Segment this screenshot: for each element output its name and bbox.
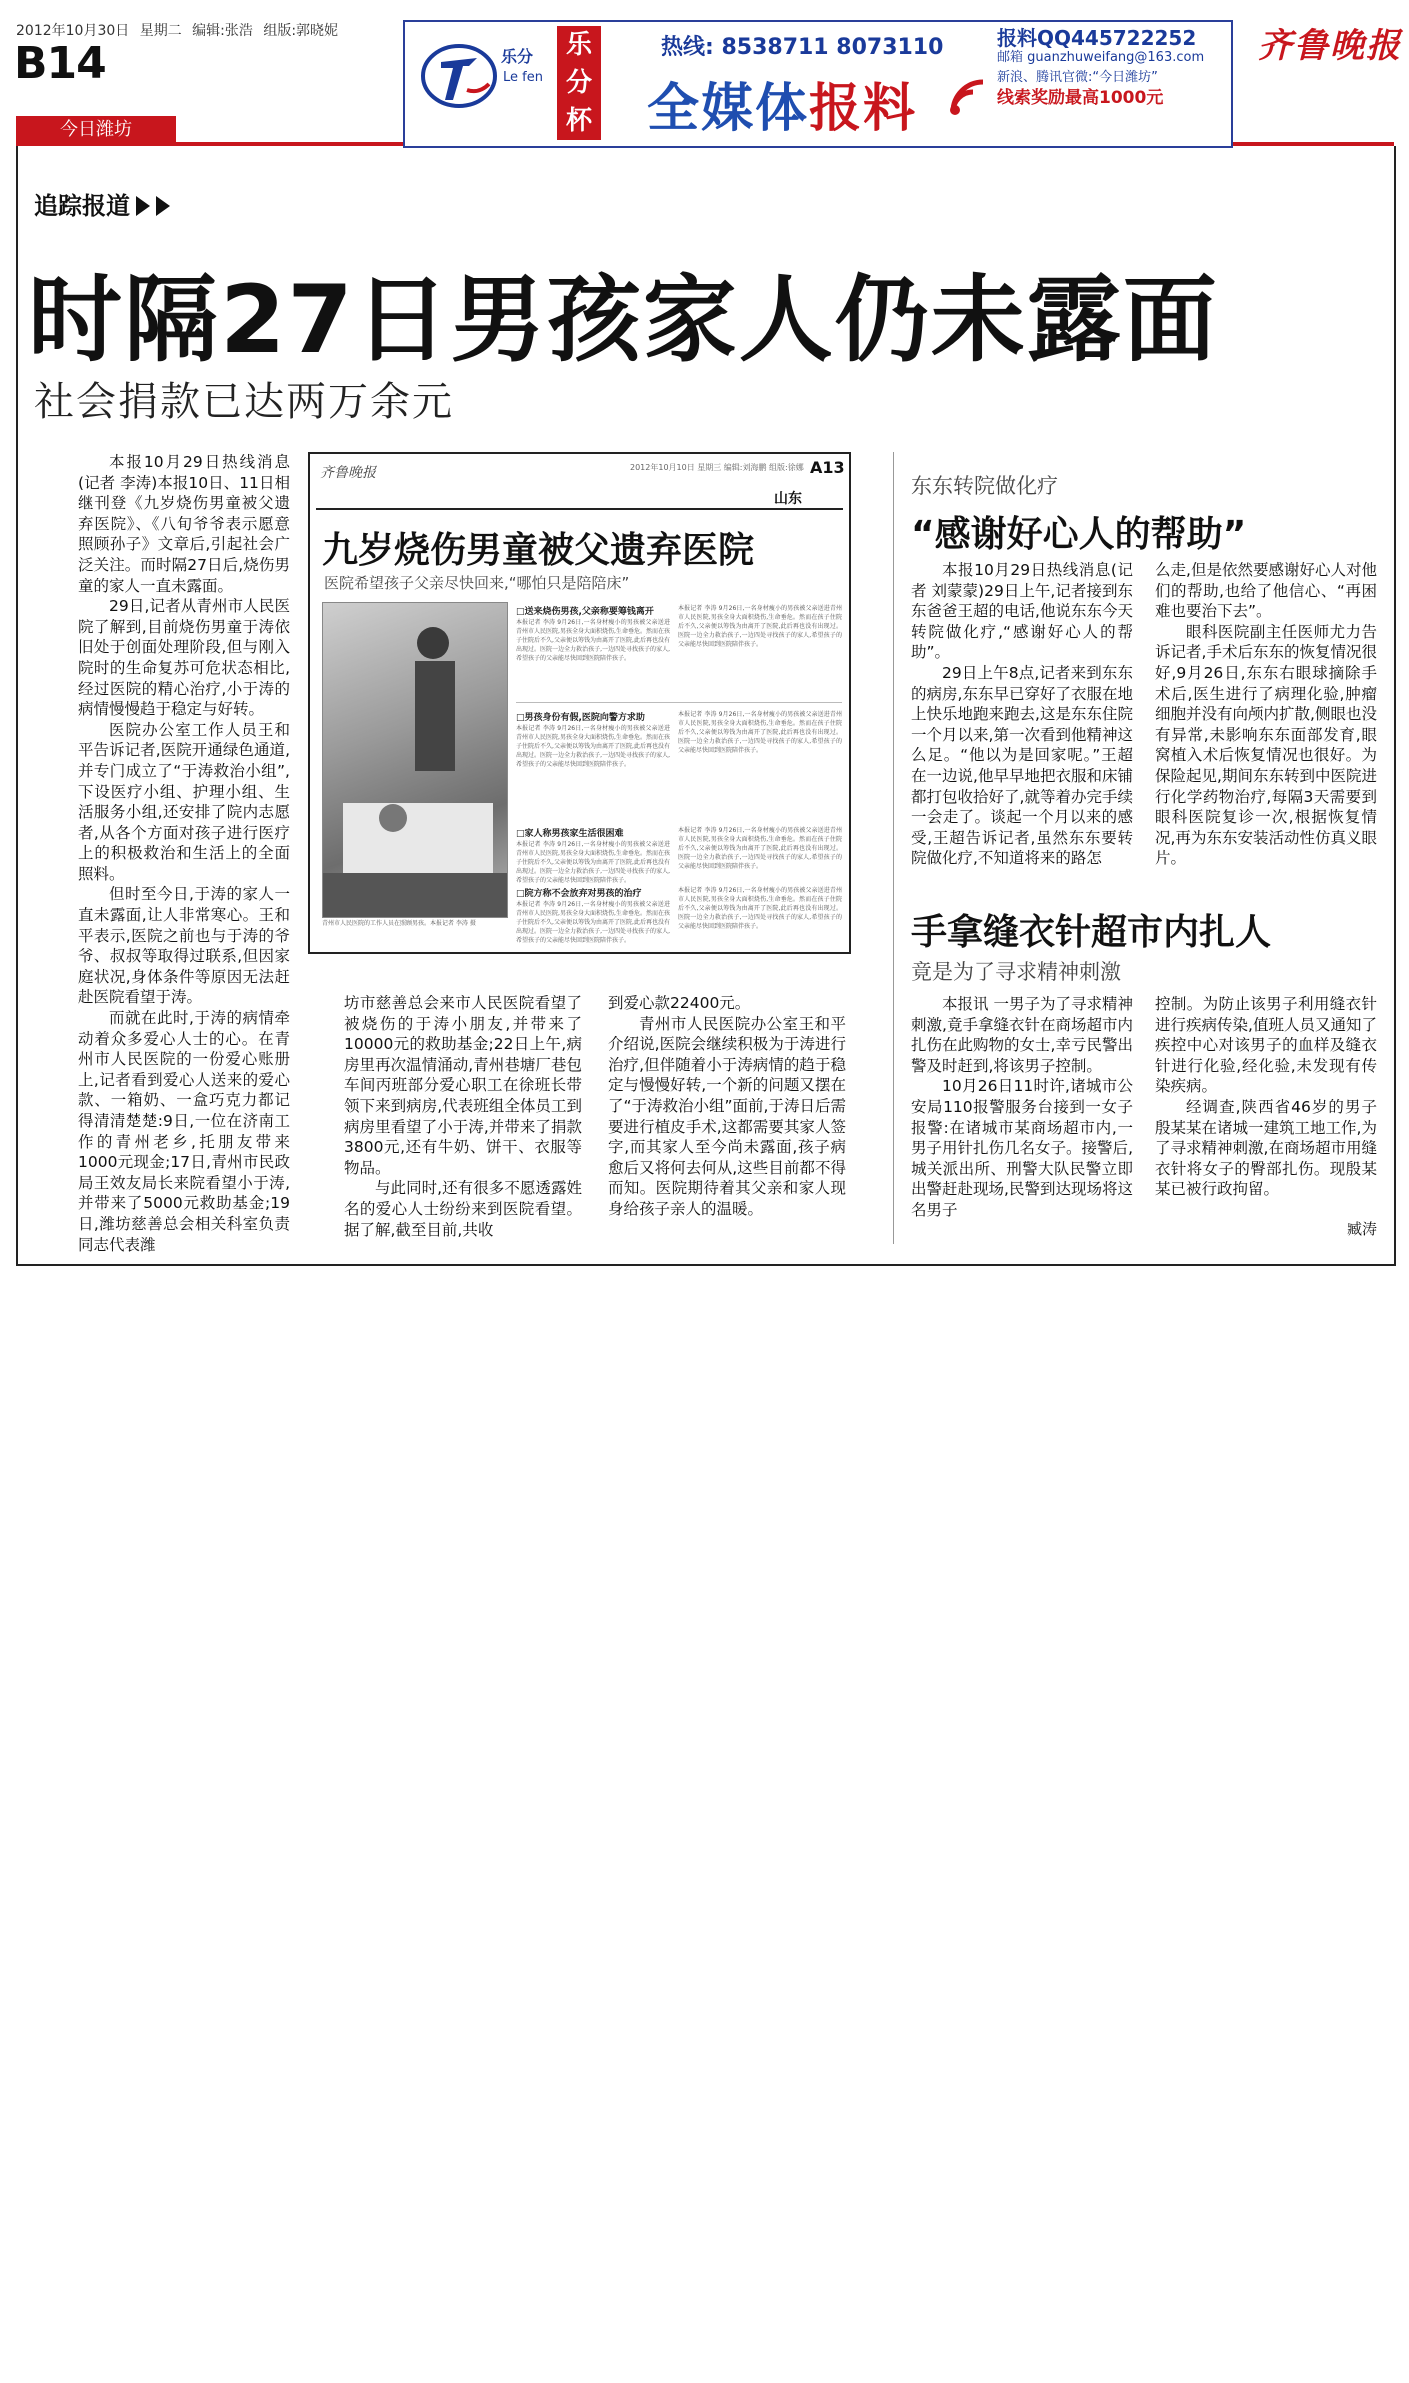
side-story-2-column-a	[911, 994, 1133, 1240]
ad-vertical-label: 乐分杯	[557, 26, 601, 140]
clipping-headline: 九岁烧伤男童被父遗弃医院	[322, 530, 755, 571]
clipping-text: 本报记者 李涛 9月26日,一名身材瘦小的男孩被父亲送进青州市人民医院,男孩全身大面积烧伤,生命垂危。然而在孩子住院后不久,父亲便以筹钱为由离开了医院,此后再也没有出现过。医院一边全力救治孩子,一边四处寻找孩子的家人,希望孩子的父亲能尽快回到医院陪伴孩子。	[516, 841, 670, 884]
paragraph: 本报10月29日热线消息(记者 李涛)本报10日、11日相继刊登《九岁烧伤男童被父遗弃医院》、《八旬爷爷表示愿意照顾孙子》文章后,引起社会广泛关注。而时隔27日后,烧伤男童的家人一直未露面。	[78, 453, 290, 595]
paragraph: 控制。为防止该男子利用缝衣针进行疾病传染,值班人员又通知了疾控中心对该男子的血样及缝衣针进行化验,经化验,未发现有传染疾病。	[1155, 995, 1377, 1096]
paragraph: 而就在此时,于涛的病情牵动着众多爱心人士的心。在青州市人民医院的一份爱心账册上,记者看到爱心人送来的爱心款、一箱奶、一盒巧克力都记得清清楚楚:9日,一位在济南工作的青州老乡,托朋友带来1000元现金;17日,青州市民政局王效友局长来院看望小于涛,并带来了5000元救助基金;19日,潍坊慈善总会相关科室负责同志代表潍	[78, 1009, 290, 1254]
main-story-column-2	[344, 993, 582, 1243]
clipping-text: 本报记者 李涛 9月26日,一名身材瘦小的男孩被父亲送进青州市人民医院,男孩全身大面积烧伤,生命垂危。然而在孩子住院后不久,父亲便以筹钱为由离开了医院,此后再也没有出现过。医院一边全力救治孩子,一边四处寻找孩子的家人,希望孩子的父亲能尽快回到医院陪伴孩子。	[516, 901, 670, 944]
side-story-1-kicker: 东东转院做化疗	[911, 474, 1058, 498]
clipping-text: 本报记者 李涛 9月26日,一名身材瘦小的男孩被父亲送进青州市人民医院,男孩全身大面积烧伤,生命垂危。然而在孩子住院后不久,父亲便以筹钱为由离开了医院,此后再也没有出现过。医院一边全力救治孩子,一边四处寻找孩子的家人,希望孩子的父亲能尽快回到医院陪伴孩子。	[678, 887, 842, 930]
paragraph: 眼科医院副主任医师尤力告诉记者,手术后东东的恢复情况很好,9月26日,东东右眼球摘除手术后,医生进行了病理化验,肿瘤细胞并没有向颅内扩散,侧眼也没有异常,未影响东东面部发育,眼窝植入术后恢复情况也很好。为保险起见,期间东东转到中医院进行化学药物治疗,每隔3天需要到眼科医院复诊一次,根据恢复情况,再为东东安装活动性仿真义眼片。	[1155, 622, 1377, 868]
ad-email: 邮箱 guanzhuweifang@163.com	[997, 50, 1205, 65]
side-story-2-headline: 手拿缝衣针超市内扎人	[911, 912, 1272, 953]
ad-qq: 报料QQ445722252	[997, 26, 1197, 50]
side-story-2-subheadline: 竟是为了寻求精神刺激	[911, 960, 1121, 984]
clipping-divider	[516, 702, 842, 703]
clipping-photo	[322, 602, 508, 918]
clipping-subhead-1: □送来烧伤男孩,父亲称要筹钱离开	[516, 607, 654, 617]
ad-reward: 线索奖励最高1000元	[997, 88, 1164, 108]
newspaper-brand: 齐鲁晚报	[1258, 26, 1402, 66]
clipping-meta: 2012年10月10日 星期三 编辑:刘海鹏 组版:徐娜	[630, 463, 804, 472]
clipping-text: 本报记者 李涛 9月26日,一名身材瘦小的男孩被父亲送进青州市人民医院,男孩全身大面积烧伤,生命垂危。然而在孩子住院后不久,父亲便以筹钱为由离开了医院,此后再也没有出现过。医院一边全力救治孩子,一边四处寻找孩子的家人,希望孩子的父亲能尽快回到医院陪伴孩子。	[516, 725, 670, 768]
paragraph: 青州市人民医院办公室王和平介绍说,医院会继续积极为于涛进行治疗,但伴随着小于涛病情的趋于稳定与慢慢好转,一个新的问题又摆在了“于涛救治小组”面前,于涛日后需要进行植皮手术,这都需要其家人签字,而其家人至今尚未露面,孩子病愈后又将何去何从,这些目前都不得而知。医院期待着其父亲和家人现身给孩子亲人的温暖。	[608, 1014, 846, 1218]
clipping-subheadline: 医院希望孩子父亲尽快回来,“哪怕只是陪陪床”	[324, 574, 630, 592]
ad-slogan-right: 报料	[809, 79, 918, 139]
clipping-photo-caption: 青州市人民医院的工作人员在照顾男孩。本报记者 李涛 摄	[322, 920, 476, 927]
paragraph: 10月26日11时许,诸城市公安局110报警服务台接到一女子报警:在诸城市某商场超市内,一男子用针扎伤几名女子。接警后,城关派出所、刑警大队民警立即出警赶赴现场,民警到达现场将这名男子	[911, 1077, 1133, 1219]
paragraph: 医院办公室工作人员王和平告诉记者,医院开通绿色通道,并专门成立了“于涛救治小组”,下设医疗小组、护理小组、生活服务小组,还安排了院内志愿者,从各个方面对孩子进行医疗上的积极救治和生活上的全面照料。	[78, 720, 290, 883]
issue-editor: 编辑:张浩	[192, 23, 253, 39]
play-arrow-icon	[156, 196, 170, 216]
embedded-clipping	[308, 452, 851, 954]
main-story-column-1	[78, 452, 290, 1254]
clipping-section: 山东	[774, 491, 802, 507]
clipping-subhead-4: □院方称不会放弃对男孩的治疗	[516, 889, 642, 899]
ad-hotline: 热线: 8538711 8073110	[661, 35, 944, 60]
column-divider	[893, 452, 894, 1244]
side-story-1-column-b	[1155, 560, 1377, 890]
clipping-text: 本报记者 李涛 9月26日,一名身材瘦小的男孩被父亲送进青州市人民医院,男孩全身大面积烧伤,生命垂危。然而在孩子住院后不久,父亲便以筹钱为由离开了医院,此后再也没有出现过。医院一边全力救治孩子,一边四处寻找孩子的家人,希望孩子的父亲能尽快回到医院陪伴孩子。	[678, 605, 842, 648]
paragraph: 本报10月29日热线消息(记者 刘蒙蒙)29日上午,记者接到东东爸爸王超的电话,他说东东今天转院做化疗,“感谢好心人的帮助”。	[911, 561, 1133, 662]
paragraph: 坊市慈善总会来市人民医院看望了被烧伤的于涛小朋友,并带来了10000元的救助基金;22日上午,病房里再次温情涌动,青州巷塘厂巷包车间丙班部分爱心职工在徐班长带领下来到病房,代表班组全体员工到病房里看望了小于涛,并带来了捐款3800元,还有牛奶、饼干、衣服等物品。	[344, 994, 582, 1177]
lefen-logo-icon	[419, 32, 499, 112]
paragraph: 29日上午8点,记者来到东东的病房,东东早已穿好了衣服在地上快乐地跑来跑去,这是东东住院一个月以来,第一次看到他精神这么足。“他以为是回家呢。”王超在一边说,他早早地把衣服和床铺都打包收拾好了,就等着办完手续一会走了。谈起一个月以来的感受,王超告诉记者,虽然东东要转院做化疗,不知道将来的路怎	[911, 663, 1133, 868]
story-kicker	[34, 186, 170, 221]
side-story-1-headline: “感谢好心人的帮助”	[911, 514, 1247, 555]
play-arrow-icon	[136, 196, 150, 216]
ad-banner	[403, 20, 1233, 148]
clipping-subhead-3: □家人称男孩家生活很困难	[516, 829, 624, 839]
paragraph: 与此同时,还有很多不愿透露姓名的爱心人士纷纷来到医院看望。据了解,截至目前,共收	[344, 1179, 582, 1239]
paragraph: 但时至今日,于涛的家人一直未露面,让人非常寒心。王和平表示,医院之前也与于涛的爷爷、叔叔等取得过联系,但因家庭状况,身体条件等原因无法赶赴医院看望于涛。	[78, 885, 290, 1007]
main-subheadline: 社会捐款已达两万余元	[34, 379, 454, 425]
ad-weibo: 新浪、腾讯官微:“今日潍坊”	[997, 70, 1158, 85]
clipping-subhead-2: □男孩身份有假,医院向警方求助	[516, 713, 645, 723]
side-story-2-byline: 臧涛	[1346, 1220, 1377, 1238]
ad-logo-name: 乐分	[501, 47, 534, 66]
clipping-text: 本报记者 李涛 9月26日,一名身材瘦小的男孩被父亲送进青州市人民医院,男孩全身大面积烧伤,生命垂危。然而在孩子住院后不久,父亲便以筹钱为由离开了医院,此后再也没有出现过。医院一边全力救治孩子,一边四处寻找孩子的家人,希望孩子的父亲能尽快回到医院陪伴孩子。	[516, 619, 670, 662]
clipping-rule	[316, 508, 843, 510]
ad-contact	[997, 28, 1225, 108]
side-story-1-column-a	[911, 560, 1133, 890]
issue-weekday: 星期二	[139, 23, 182, 39]
ad-logo-en: Le fen	[503, 70, 543, 85]
clipping-brand: 齐鲁晚报	[320, 465, 376, 481]
main-story-column-3	[608, 993, 846, 1243]
side-story-2-column-b	[1155, 994, 1377, 1199]
ad-slogan-left: 全媒体	[647, 79, 810, 139]
issue-meta	[16, 20, 338, 40]
paragraph: 29日,记者从青州市人民医院了解到,目前烧伤男童于涛依旧处于创面处理阶段,但与刚入院时的生命复苏可危状态相比,经过医院的精心治疗,小于涛的病情慢慢趋于稳定与好转。	[78, 597, 290, 719]
issue-designer: 组版:郭晓妮	[263, 23, 339, 39]
ad-slogan	[647, 66, 917, 141]
clipping-text: 本报记者 李涛 9月26日,一名身材瘦小的男孩被父亲送进青州市人民医院,男孩全身大面积烧伤,生命垂危。然而在孩子住院后不久,父亲便以筹钱为由离开了医院,此后再也没有出现过。医院一边全力救治孩子,一边四处寻找孩子的家人,希望孩子的父亲能尽快回到医院陪伴孩子。	[678, 711, 842, 754]
issue-date: 2012年10月30日	[16, 23, 130, 39]
paragraph: 么走,但是依然要感谢好心人对他们的帮助,也给了他信心、“再困难也要治下去”。	[1155, 561, 1377, 621]
story-kicker-text: 追踪报道	[34, 192, 130, 220]
photo-illustration	[323, 603, 507, 917]
section-tab: 今日潍坊	[16, 116, 176, 144]
paragraph: 到爱心款22400元。	[608, 994, 751, 1012]
paragraph: 经调查,陕西省46岁的男子殷某某在诸城一建筑工地工作,为了寻求精神刺激,在商场超市用缝衣针将女子的臀部扎伤。现殷某某已被行政拘留。	[1155, 1097, 1377, 1199]
clipping-page: A13	[810, 458, 845, 477]
paragraph: 本报讯 一男子为了寻求精神刺激,竟手拿缝衣针在商场超市内扎伤在此购物的女士,幸亏民警出警及时赶到,将该男子控制。	[911, 995, 1133, 1075]
main-headline: 时隔27日男孩家人仍未露面	[28, 266, 1219, 375]
clipping-text: 本报记者 李涛 9月26日,一名身材瘦小的男孩被父亲送进青州市人民医院,男孩全身大面积烧伤,生命垂危。然而在孩子住院后不久,父亲便以筹钱为由离开了医院,此后再也没有出现过。医院一边全力救治孩子,一边四处寻找孩子的家人,希望孩子的父亲能尽快回到医院陪伴孩子。	[678, 827, 842, 870]
page-number: B14	[14, 38, 106, 89]
signal-icon	[945, 68, 989, 120]
